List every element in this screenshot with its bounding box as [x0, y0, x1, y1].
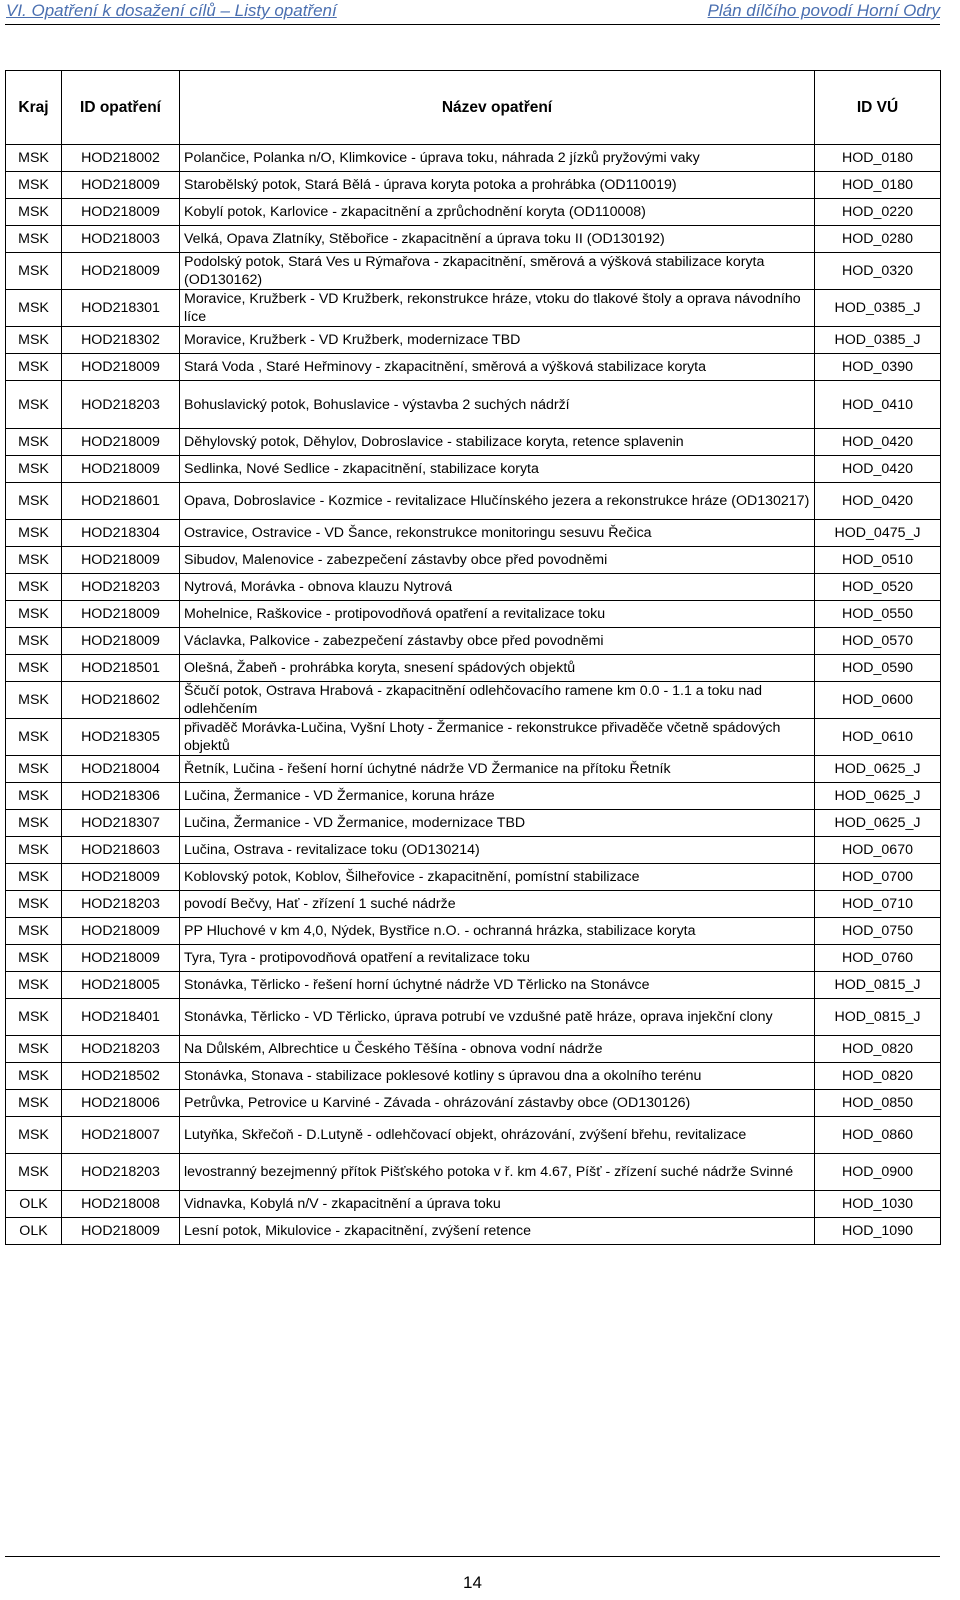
- cell-id-vu: HOD_0850: [815, 1090, 941, 1117]
- table-row: [6, 574, 941, 601]
- table-row: [6, 655, 941, 682]
- cell-kraj: MSK: [6, 655, 62, 682]
- cell-id-vu: HOD_0750: [815, 918, 941, 945]
- cell-nazev-opatreni: Stonávka, Stonava - stabilizace poklesové kotliny s úpravou dna a okolního terénu: [180, 1063, 815, 1090]
- cell-nazev-opatreni: Sibudov, Malenovice - zabezpečení zástavby obce před povodněmi: [180, 547, 815, 574]
- cell-nazev-opatreni: Kobylí potok, Karlovice - zkapacitnění a zprůchodnění koryta (OD110008): [180, 199, 815, 226]
- cell-nazev-opatreni: Děhylovský potok, Děhylov, Dobroslavice - stabilizace koryta, retence splavenin: [180, 429, 815, 456]
- table-row: [6, 226, 941, 253]
- cell-id-vu: HOD_0280: [815, 226, 941, 253]
- cell-id-vu: HOD_0760: [815, 945, 941, 972]
- cell-id-opatreni: HOD218009: [62, 547, 180, 574]
- table-row: [6, 1218, 941, 1245]
- cell-nazev-opatreni: Petrůvka, Petrovice u Karviné - Závada - ohrázování zástavby obce (OD130126): [180, 1090, 815, 1117]
- table-row: [6, 253, 941, 290]
- table-row: [6, 456, 941, 483]
- cell-id-opatreni: HOD218306: [62, 783, 180, 810]
- table-row: [6, 483, 941, 520]
- cell-id-vu: HOD_0510: [815, 547, 941, 574]
- table-row: [6, 601, 941, 628]
- cell-id-opatreni: HOD218203: [62, 1154, 180, 1191]
- cell-id-opatreni: HOD218002: [62, 145, 180, 172]
- cell-kraj: MSK: [6, 601, 62, 628]
- cell-id-vu: HOD_0820: [815, 1063, 941, 1090]
- cell-id-vu: HOD_0700: [815, 864, 941, 891]
- cell-kraj: MSK: [6, 719, 62, 756]
- table-header-row: [6, 71, 941, 145]
- table-row: [6, 864, 941, 891]
- cell-kraj: MSK: [6, 837, 62, 864]
- cell-nazev-opatreni: Václavka, Palkovice - zabezpečení zástavby obce před povodněmi: [180, 628, 815, 655]
- cell-id-vu: HOD_0590: [815, 655, 941, 682]
- cell-nazev-opatreni: Lutyňka, Skřečoň - D.Lutyně - odlehčovací objekt, ohrázování, zvýšení břehu, revitalizace: [180, 1117, 815, 1154]
- cell-id-opatreni: HOD218009: [62, 601, 180, 628]
- cell-kraj: MSK: [6, 429, 62, 456]
- cell-kraj: MSK: [6, 891, 62, 918]
- cell-kraj: MSK: [6, 864, 62, 891]
- cell-id-vu: HOD_0625_J: [815, 810, 941, 837]
- table-row: [6, 1117, 941, 1154]
- cell-nazev-opatreni: přivaděč Morávka-Lučina, Vyšní Lhoty - Žermanice - rekonstrukce přivaděče včetně spádových objektů: [180, 719, 815, 756]
- cell-id-vu: HOD_0420: [815, 456, 941, 483]
- table-row: [6, 1191, 941, 1218]
- table-row: [6, 1154, 941, 1191]
- cell-id-opatreni: HOD218203: [62, 381, 180, 429]
- cell-id-vu: HOD_0600: [815, 682, 941, 719]
- cell-kraj: MSK: [6, 327, 62, 354]
- table-row: [6, 682, 941, 719]
- cell-id-vu: HOD_0385_J: [815, 290, 941, 327]
- table-row: [6, 354, 941, 381]
- table-row: [6, 290, 941, 327]
- cell-nazev-opatreni: Velká, Opava Zlatníky, Stěbořice - zkapacitnění a úprava toku II (OD130192): [180, 226, 815, 253]
- cell-kraj: MSK: [6, 999, 62, 1036]
- cell-id-vu: HOD_0475_J: [815, 520, 941, 547]
- cell-nazev-opatreni: PP Hluchové v km 4,0, Nýdek, Bystřice n.O. - ochranná hrázka, stabilizace koryta: [180, 918, 815, 945]
- cell-kraj: MSK: [6, 1090, 62, 1117]
- cell-kraj: MSK: [6, 226, 62, 253]
- page-number: 14: [463, 1573, 482, 1592]
- cell-id-opatreni: HOD218502: [62, 1063, 180, 1090]
- cell-id-opatreni: HOD218203: [62, 1036, 180, 1063]
- cell-id-vu: HOD_0900: [815, 1154, 941, 1191]
- cell-id-vu: HOD_0610: [815, 719, 941, 756]
- cell-id-vu: HOD_1030: [815, 1191, 941, 1218]
- table-row: [6, 520, 941, 547]
- cell-nazev-opatreni: Stonávka, Těrlicko - VD Těrlicko, úprava potrubí ve vzdušné patě hráze, oprava injekční clony: [180, 999, 815, 1036]
- cell-id-opatreni: HOD218301: [62, 290, 180, 327]
- cell-kraj: MSK: [6, 1117, 62, 1154]
- cell-nazev-opatreni: Podolský potok, Stará Ves u Rýmařova - zkapacitnění, směrová a výšková stabilizace koryta (OD130162): [180, 253, 815, 290]
- cell-id-opatreni: HOD218602: [62, 682, 180, 719]
- table-row: [6, 327, 941, 354]
- cell-nazev-opatreni: Nytrová, Morávka - obnova klauzu Nytrová: [180, 574, 815, 601]
- running-header-title: VI. Opatření k dosažení cílů – Listy opatření: [6, 1, 337, 20]
- cell-nazev-opatreni: Tyra, Tyra - protipovodňová opatření a revitalizace toku: [180, 945, 815, 972]
- cell-nazev-opatreni: Stará Voda , Staré Heřminovy - zkapacitnění, směrová a výšková stabilizace koryta: [180, 354, 815, 381]
- cell-kraj: MSK: [6, 972, 62, 999]
- cell-id-opatreni: HOD218203: [62, 891, 180, 918]
- column-header-id-vu: ID VÚ: [815, 71, 941, 145]
- column-header-id-opatreni: ID opatření: [62, 71, 180, 145]
- cell-kraj: MSK: [6, 354, 62, 381]
- cell-id-opatreni: HOD218307: [62, 810, 180, 837]
- cell-kraj: MSK: [6, 172, 62, 199]
- running-header-plan: Plán dílčího povodí Horní Odry: [707, 1, 940, 20]
- cell-kraj: MSK: [6, 547, 62, 574]
- cell-id-vu: HOD_0820: [815, 1036, 941, 1063]
- cell-kraj: MSK: [6, 520, 62, 547]
- cell-id-opatreni: HOD218603: [62, 837, 180, 864]
- cell-id-opatreni: HOD218304: [62, 520, 180, 547]
- cell-id-vu: HOD_0670: [815, 837, 941, 864]
- table-row: [6, 1063, 941, 1090]
- cell-id-opatreni: HOD218009: [62, 253, 180, 290]
- cell-id-opatreni: HOD218009: [62, 429, 180, 456]
- cell-kraj: MSK: [6, 253, 62, 290]
- measures-table: [5, 70, 941, 1245]
- table-row: [6, 783, 941, 810]
- cell-id-vu: HOD_0320: [815, 253, 941, 290]
- cell-kraj: MSK: [6, 682, 62, 719]
- cell-id-opatreni: HOD218009: [62, 945, 180, 972]
- cell-id-opatreni: HOD218203: [62, 574, 180, 601]
- cell-id-opatreni: HOD218009: [62, 864, 180, 891]
- cell-kraj: MSK: [6, 918, 62, 945]
- cell-id-opatreni: HOD218007: [62, 1117, 180, 1154]
- cell-nazev-opatreni: Moravice, Kružberk - VD Kružberk, rekonstrukce hráze, vtoku do tlakové štoly a oprava návodního líce: [180, 290, 815, 327]
- cell-id-opatreni: HOD218601: [62, 483, 180, 520]
- table-row: [6, 381, 941, 429]
- cell-id-vu: HOD_0550: [815, 601, 941, 628]
- table-row: [6, 429, 941, 456]
- cell-nazev-opatreni: Ščučí potok, Ostrava Hrabová - zkapacitnění odlehčovacího ramene km 0.0 - 1.1 a toku nad odlehčením: [180, 682, 815, 719]
- column-header-kraj: Kraj: [6, 71, 62, 145]
- cell-kraj: MSK: [6, 290, 62, 327]
- cell-nazev-opatreni: Opava, Dobroslavice - Kozmice - revitalizace Hlučínského jezera a rekonstrukce hráze (OD130217): [180, 483, 815, 520]
- cell-id-vu: HOD_0625_J: [815, 756, 941, 783]
- cell-id-opatreni: HOD218003: [62, 226, 180, 253]
- table-row: [6, 1036, 941, 1063]
- cell-id-vu: HOD_0570: [815, 628, 941, 655]
- cell-nazev-opatreni: Moravice, Kružberk - VD Kružberk, modernizace TBD: [180, 327, 815, 354]
- cell-kraj: MSK: [6, 1154, 62, 1191]
- table-row: [6, 837, 941, 864]
- table-row: [6, 756, 941, 783]
- cell-id-vu: HOD_0385_J: [815, 327, 941, 354]
- table-row: [6, 628, 941, 655]
- cell-id-vu: HOD_0420: [815, 429, 941, 456]
- cell-id-opatreni: HOD218305: [62, 719, 180, 756]
- cell-nazev-opatreni: Sedlinka, Nové Sedlice - zkapacitnění, stabilizace koryta: [180, 456, 815, 483]
- cell-kraj: OLK: [6, 1191, 62, 1218]
- cell-kraj: MSK: [6, 783, 62, 810]
- cell-id-vu: HOD_0815_J: [815, 999, 941, 1036]
- cell-kraj: MSK: [6, 628, 62, 655]
- cell-id-opatreni: HOD218005: [62, 972, 180, 999]
- cell-kraj: MSK: [6, 483, 62, 520]
- cell-id-vu: HOD_0625_J: [815, 783, 941, 810]
- cell-id-opatreni: HOD218006: [62, 1090, 180, 1117]
- table-row: [6, 918, 941, 945]
- cell-id-opatreni: HOD218009: [62, 628, 180, 655]
- cell-nazev-opatreni: povodí Bečvy, Hať - zřízení 1 suché nádrže: [180, 891, 815, 918]
- cell-id-opatreni: HOD218009: [62, 354, 180, 381]
- cell-kraj: MSK: [6, 756, 62, 783]
- table-row: [6, 945, 941, 972]
- cell-kraj: MSK: [6, 1036, 62, 1063]
- table-row: [6, 810, 941, 837]
- cell-id-vu: HOD_0410: [815, 381, 941, 429]
- cell-kraj: MSK: [6, 199, 62, 226]
- cell-id-vu: HOD_0815_J: [815, 972, 941, 999]
- cell-nazev-opatreni: Koblovský potok, Koblov, Šilheřovice - zkapacitnění, pomístní stabilizace: [180, 864, 815, 891]
- table-row: [6, 199, 941, 226]
- column-header-nazev-opatreni: Název opatření: [180, 71, 815, 145]
- cell-kraj: MSK: [6, 145, 62, 172]
- cell-id-opatreni: HOD218401: [62, 999, 180, 1036]
- cell-id-vu: HOD_0520: [815, 574, 941, 601]
- cell-id-opatreni: HOD218009: [62, 918, 180, 945]
- cell-kraj: MSK: [6, 574, 62, 601]
- cell-id-vu: HOD_0390: [815, 354, 941, 381]
- table-row: [6, 547, 941, 574]
- cell-kraj: MSK: [6, 1063, 62, 1090]
- cell-nazev-opatreni: Lučina, Ostrava - revitalizace toku (OD130214): [180, 837, 815, 864]
- cell-nazev-opatreni: Ostravice, Ostravice - VD Šance, rekonstrukce monitoringu sesuvu Řečica: [180, 520, 815, 547]
- cell-id-vu: HOD_0420: [815, 483, 941, 520]
- cell-id-opatreni: HOD218004: [62, 756, 180, 783]
- cell-kraj: MSK: [6, 945, 62, 972]
- cell-nazev-opatreni: Řetník, Lučina - řešení horní úchytné nádrže VD Žermanice na přítoku Řetník: [180, 756, 815, 783]
- cell-id-vu: HOD_0220: [815, 199, 941, 226]
- table-row: [6, 891, 941, 918]
- cell-id-vu: HOD_0860: [815, 1117, 941, 1154]
- cell-id-opatreni: HOD218009: [62, 172, 180, 199]
- table-row: [6, 999, 941, 1036]
- cell-nazev-opatreni: Bohuslavický potok, Bohuslavice - výstavba 2 suchých nádrží: [180, 381, 815, 429]
- cell-nazev-opatreni: Polančice, Polanka n/O, Klimkovice - úprava toku, náhrada 2 jízků pryžovými vaky: [180, 145, 815, 172]
- table-body: [6, 145, 941, 1245]
- cell-id-opatreni: HOD218009: [62, 456, 180, 483]
- cell-id-vu: HOD_0180: [815, 145, 941, 172]
- cell-id-opatreni: HOD218009: [62, 1218, 180, 1245]
- cell-nazev-opatreni: Stonávka, Těrlicko - řešení horní úchytné nádrže VD Těrlicko na Stonávce: [180, 972, 815, 999]
- cell-nazev-opatreni: Starobělský potok, Stará Bělá - úprava koryta potoka a prohrábka (OD110019): [180, 172, 815, 199]
- footer-divider: [5, 1556, 940, 1557]
- cell-id-vu: HOD_0180: [815, 172, 941, 199]
- cell-nazev-opatreni: Vidnavka, Kobylá n/V - zkapacitnění a úprava toku: [180, 1191, 815, 1218]
- table-row: [6, 719, 941, 756]
- cell-id-opatreni: HOD218501: [62, 655, 180, 682]
- table-row: [6, 1090, 941, 1117]
- cell-nazev-opatreni: Lesní potok, Mikulovice - zkapacitnění, zvýšení retence: [180, 1218, 815, 1245]
- cell-kraj: MSK: [6, 810, 62, 837]
- cell-nazev-opatreni: Lučina, Žermanice - VD Žermanice, modernizace TBD: [180, 810, 815, 837]
- table-row: [6, 972, 941, 999]
- cell-id-vu: HOD_1090: [815, 1218, 941, 1245]
- cell-kraj: MSK: [6, 381, 62, 429]
- cell-id-opatreni: HOD218302: [62, 327, 180, 354]
- cell-kraj: MSK: [6, 456, 62, 483]
- cell-nazev-opatreni: Mohelnice, Raškovice - protipovodňová opatření a revitalizace toku: [180, 601, 815, 628]
- cell-kraj: OLK: [6, 1218, 62, 1245]
- cell-id-opatreni: HOD218009: [62, 199, 180, 226]
- header-divider: [5, 24, 940, 25]
- cell-id-opatreni: HOD218008: [62, 1191, 180, 1218]
- cell-nazev-opatreni: Lučina, Žermanice - VD Žermanice, koruna hráze: [180, 783, 815, 810]
- cell-id-vu: HOD_0710: [815, 891, 941, 918]
- cell-nazev-opatreni: levostranný bezejmenný přítok Pišťského potoka v ř. km 4.67, Píšť - zřízení suché nádrže Svinné: [180, 1154, 815, 1191]
- table-row: [6, 145, 941, 172]
- cell-nazev-opatreni: Olešná, Žabeň - prohrábka koryta, snesení spádových objektů: [180, 655, 815, 682]
- cell-nazev-opatreni: Na Důlském, Albrechtice u Českého Těšína - obnova vodní nádrže: [180, 1036, 815, 1063]
- table-row: [6, 172, 941, 199]
